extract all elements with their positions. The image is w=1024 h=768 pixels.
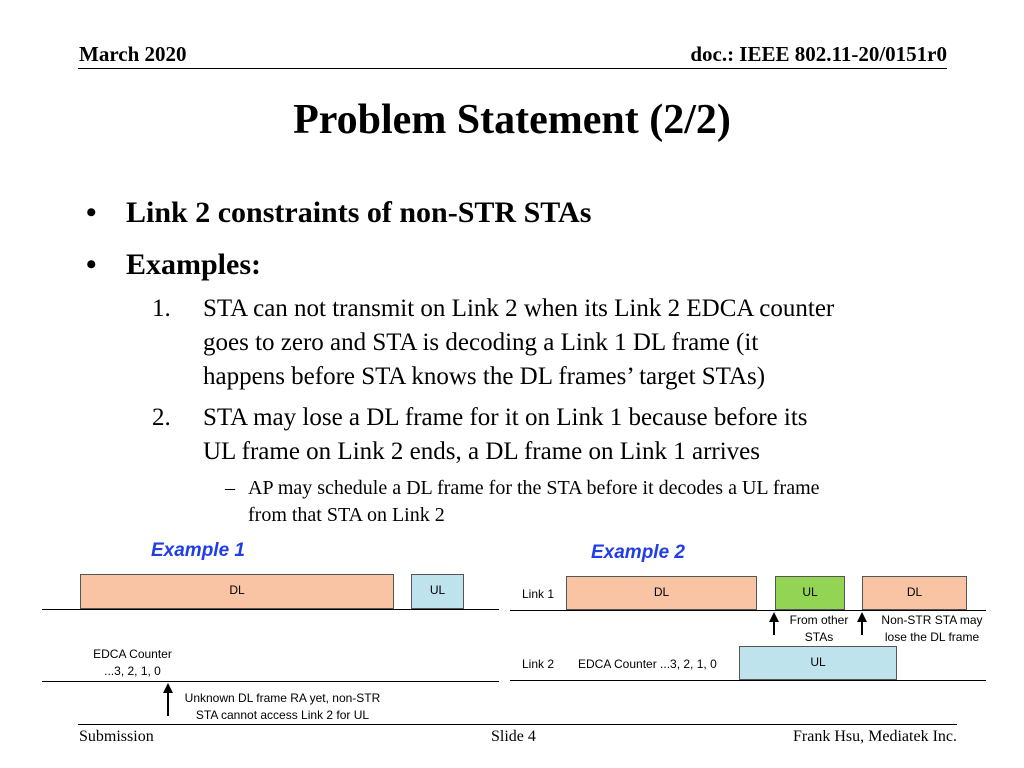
bullet-link2-constraints: Link 2 constraints of non-STR STAs [126, 196, 592, 229]
header-doc-id: doc.: IEEE 802.11-20/0151r0 [690, 42, 947, 66]
example-2-from-other-line-2: STAs [804, 630, 834, 644]
example-2-ul-frame-link1 [775, 576, 845, 610]
footer-rule [78, 724, 957, 725]
example-2-lose-dl-note [870, 612, 994, 646]
example-1-label: Example 1 [151, 540, 245, 561]
example-2-link2-timeline [510, 680, 986, 681]
footer-slide-number: Slide 4 [491, 728, 536, 745]
header-date: March 2020 [79, 42, 187, 66]
example-2-arrow-shaft-2 [861, 621, 863, 635]
sub-bullet-line-2: from that STA on Link 2 [248, 504, 445, 526]
example-1-link2-timeline [42, 681, 499, 682]
example-1-note-line-1: Unknown DL frame RA yet, non-STR [184, 691, 381, 705]
example-2-ul-frame-link2 [739, 646, 897, 680]
example-1-dl-text: DL [229, 583, 245, 597]
example-2-from-other-stas [780, 612, 858, 646]
header-rule [78, 68, 947, 69]
numbered-item-2-line-1: STA may lose a DL frame for it on Link 1 because before its [203, 404, 808, 431]
example-2-from-other-line-1: From other [789, 613, 849, 627]
bullet-examples: Examples: [126, 248, 261, 281]
example-2-arrow-shaft-1 [773, 621, 775, 635]
example-1-ul-text: UL [429, 583, 446, 597]
example-2-link1-label: Link 1 [522, 587, 555, 601]
example-2-dl-frame-2 [862, 576, 967, 610]
numbered-item-1-line-2: goes to zero and STA is decoding a Link 1 DL frame (it [203, 329, 759, 356]
example-2-dl1-text: DL [653, 585, 670, 599]
example-2-ul2-text: UL [810, 655, 826, 669]
example-2-lose-line-1: Non-STR STA may [881, 613, 983, 627]
example-2-lose-line-2: lose the DL frame [884, 630, 980, 644]
example-2-edca-counter: EDCA Counter ...3, 2, 1, 0 [578, 657, 717, 671]
example-1-note [170, 690, 395, 724]
example-2-ul1-text: UL [802, 585, 818, 599]
numbered-item-1-line-1: STA can not transmit on Link 2 when its Link 2 EDCA counter [203, 295, 835, 322]
example-1-ul-frame [411, 574, 464, 609]
example-2-dl-frame-1 [566, 576, 757, 610]
example-2-link1-timeline [510, 610, 986, 611]
numbered-item-1-number: 1. [152, 295, 171, 322]
sub-bullet-line-1: AP may schedule a DL frame for the STA before it decodes a UL frame [248, 477, 820, 499]
example-2-label: Example 2 [591, 542, 685, 563]
numbered-item-1-line-3: happens before STA knows the DL frames’ target STAs) [203, 363, 766, 390]
example-1-edca-line-1: EDCA Counter [93, 647, 172, 661]
numbered-item-2-line-2: UL frame on Link 2 ends, a DL frame on Link 1 arrives [203, 438, 760, 465]
bullet-marker-2: • [86, 248, 97, 281]
numbered-item-2-number: 2. [152, 404, 171, 431]
bullet-marker-1: • [86, 196, 97, 229]
example-1-dl-frame [80, 574, 394, 609]
footer-submission: Submission [79, 728, 154, 745]
footer-author: Frank Hsu, Mediatek Inc. [793, 728, 957, 745]
example-1-arrow-shaft [167, 692, 169, 716]
example-2-link2-label: Link 2 [522, 657, 555, 671]
sub-bullet-dash: – [225, 477, 235, 499]
example-1-edca-counter [70, 646, 195, 680]
slide-title: Problem Statement (2/2) [293, 97, 731, 143]
example-1-note-line-2: STA cannot access Link 2 for UL [195, 708, 370, 722]
example-1-edca-line-2: ...3, 2, 1, 0 [104, 664, 161, 678]
example-2-dl2-text: DL [906, 585, 923, 599]
example-1-link1-timeline [42, 609, 499, 610]
